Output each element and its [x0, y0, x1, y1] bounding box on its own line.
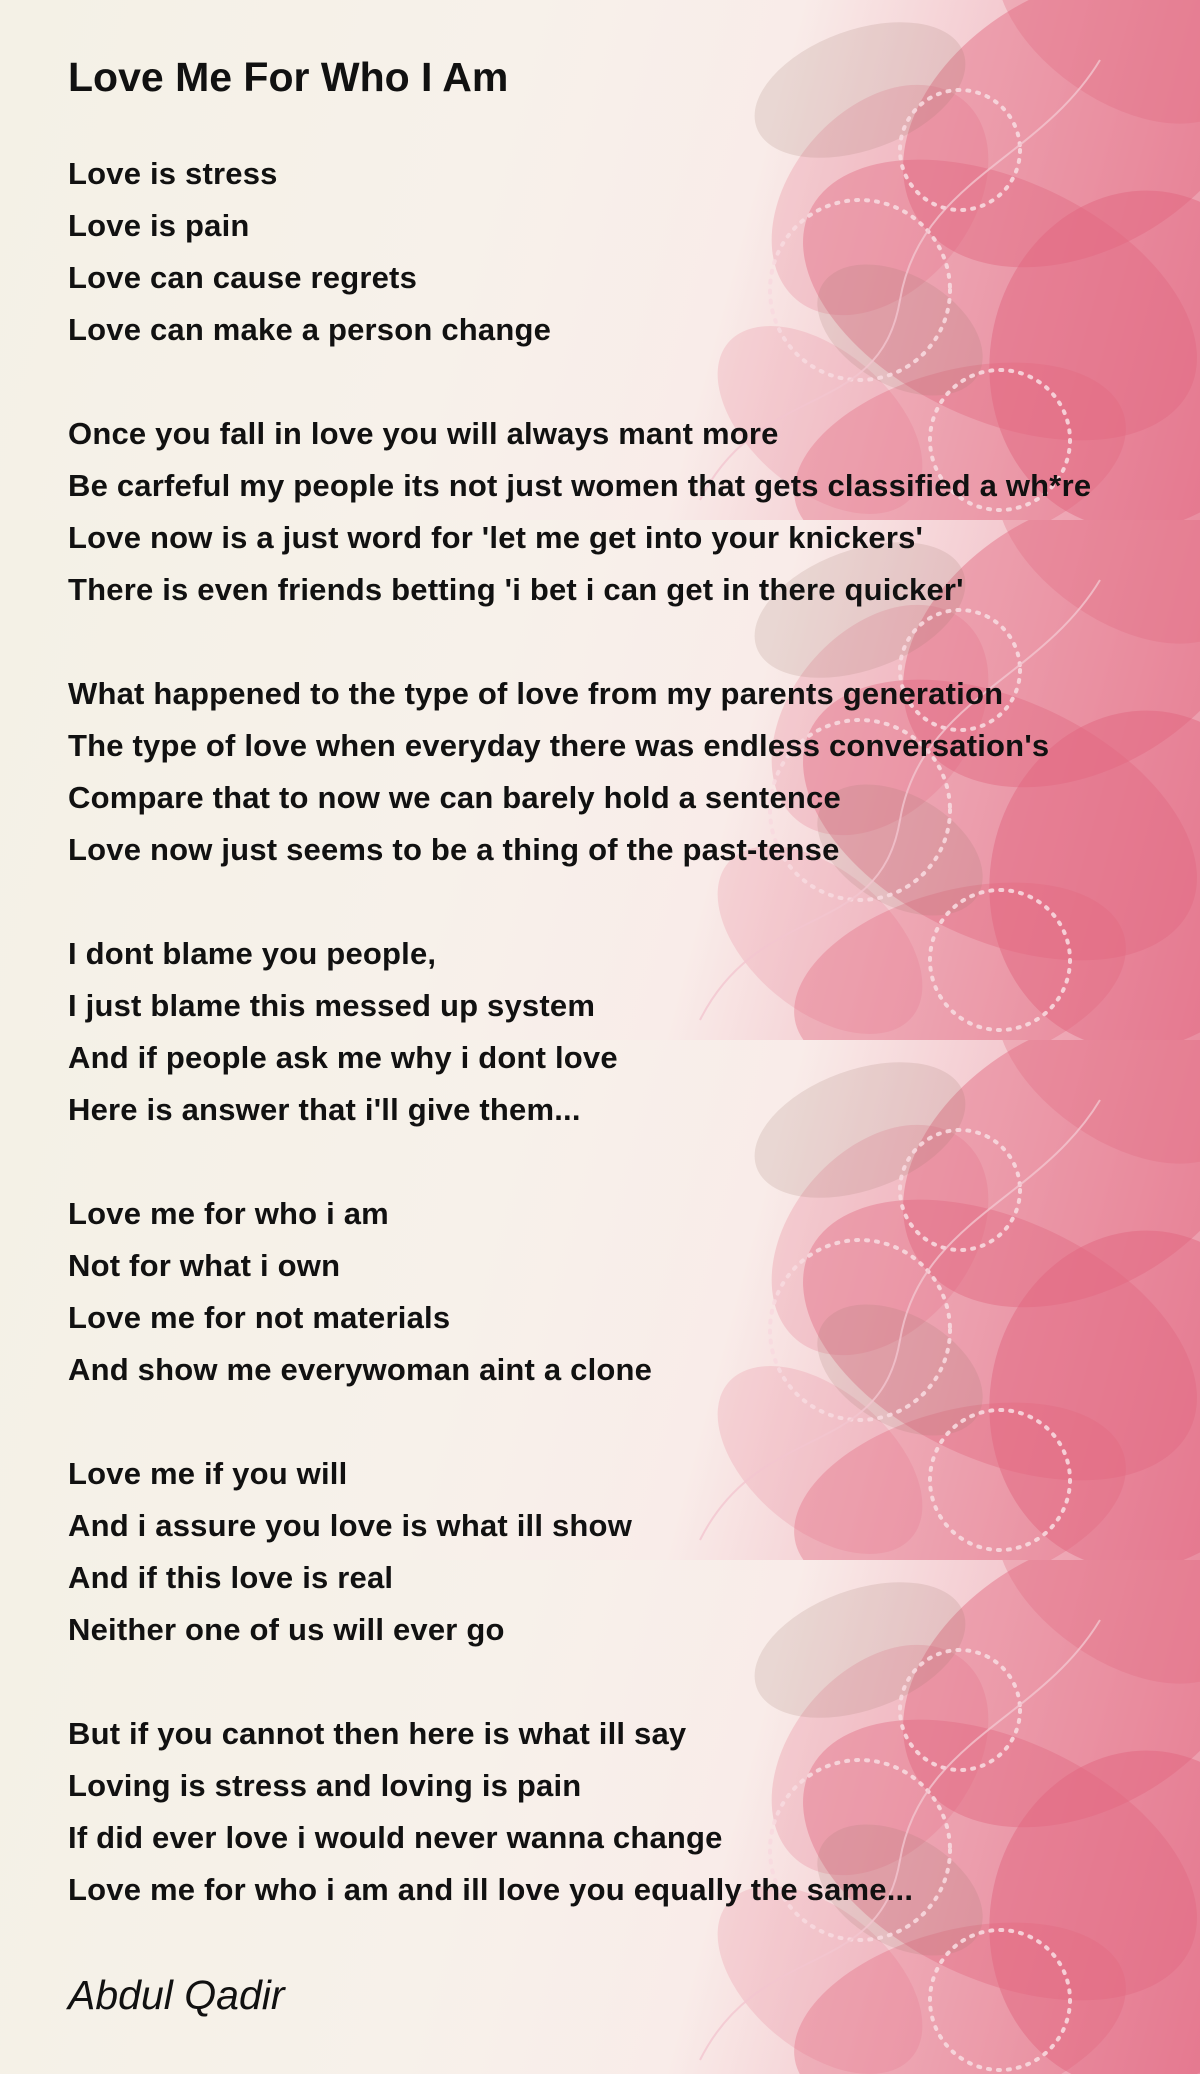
stanza-7 — [68, 1708, 913, 1916]
poem-line: I just blame this messed up system — [68, 988, 596, 1023]
poem-line: And if this love is real — [68, 1560, 394, 1595]
poem-line: Here is answer that i'll give them... — [68, 1092, 581, 1127]
poem-line: What happened to the type of love from my parents generation — [68, 676, 1004, 711]
poem-line: Neither one of us will ever go — [68, 1612, 505, 1647]
poem-line: Love is pain — [68, 208, 250, 243]
poem-title: Love Me For Who I Am — [68, 54, 509, 100]
stanza-2 — [68, 408, 1091, 616]
poem-line: But if you cannot then here is what ill say — [68, 1716, 687, 1751]
poem-line: Be carfeful my people its not just women that gets classified a wh*re — [68, 468, 1092, 503]
poem-line: Compare that to now we can barely hold a sentence — [68, 780, 841, 815]
stanza-5 — [68, 1188, 652, 1396]
poem-line: Not for what i own — [68, 1248, 341, 1283]
poem-line: Love me if you will — [68, 1456, 348, 1491]
poem-line: Love is stress — [68, 156, 278, 191]
stanza-1 — [68, 148, 551, 356]
stanza-4 — [68, 928, 618, 1136]
poem-line: Love me for not materials — [68, 1300, 451, 1335]
poem-line: The type of love when everyday there was endless conversation's — [68, 728, 1050, 763]
poem-line: If did ever love i would never wanna change — [68, 1820, 723, 1855]
poem-line: And i assure you love is what ill show — [68, 1508, 633, 1543]
poem-line: And show me everywoman aint a clone — [68, 1352, 653, 1387]
poem-line: And if people ask me why i dont love — [68, 1040, 618, 1075]
stanza-6 — [68, 1448, 632, 1656]
poem-line: Loving is stress and loving is pain — [68, 1768, 582, 1803]
poem-line: Love me for who i am and ill love you equally the same... — [68, 1872, 914, 1907]
poem-line: Love now just seems to be a thing of the past-tense — [68, 832, 840, 867]
poem-line: Love can make a person change — [68, 312, 552, 347]
poem-line: Love now is a just word for 'let me get into your knickers' — [68, 520, 924, 555]
poem-line: I dont blame you people, — [68, 936, 437, 971]
stanza-3 — [68, 668, 1049, 876]
poem-author: Abdul Qadir — [68, 1972, 285, 2018]
poem-line: Love me for who i am — [68, 1196, 389, 1231]
poem-line: There is even friends betting 'i bet i can get in there quicker' — [68, 572, 964, 607]
poem-line: Love can cause regrets — [68, 260, 418, 295]
poem-line: Once you fall in love you will always mant more — [68, 416, 779, 451]
